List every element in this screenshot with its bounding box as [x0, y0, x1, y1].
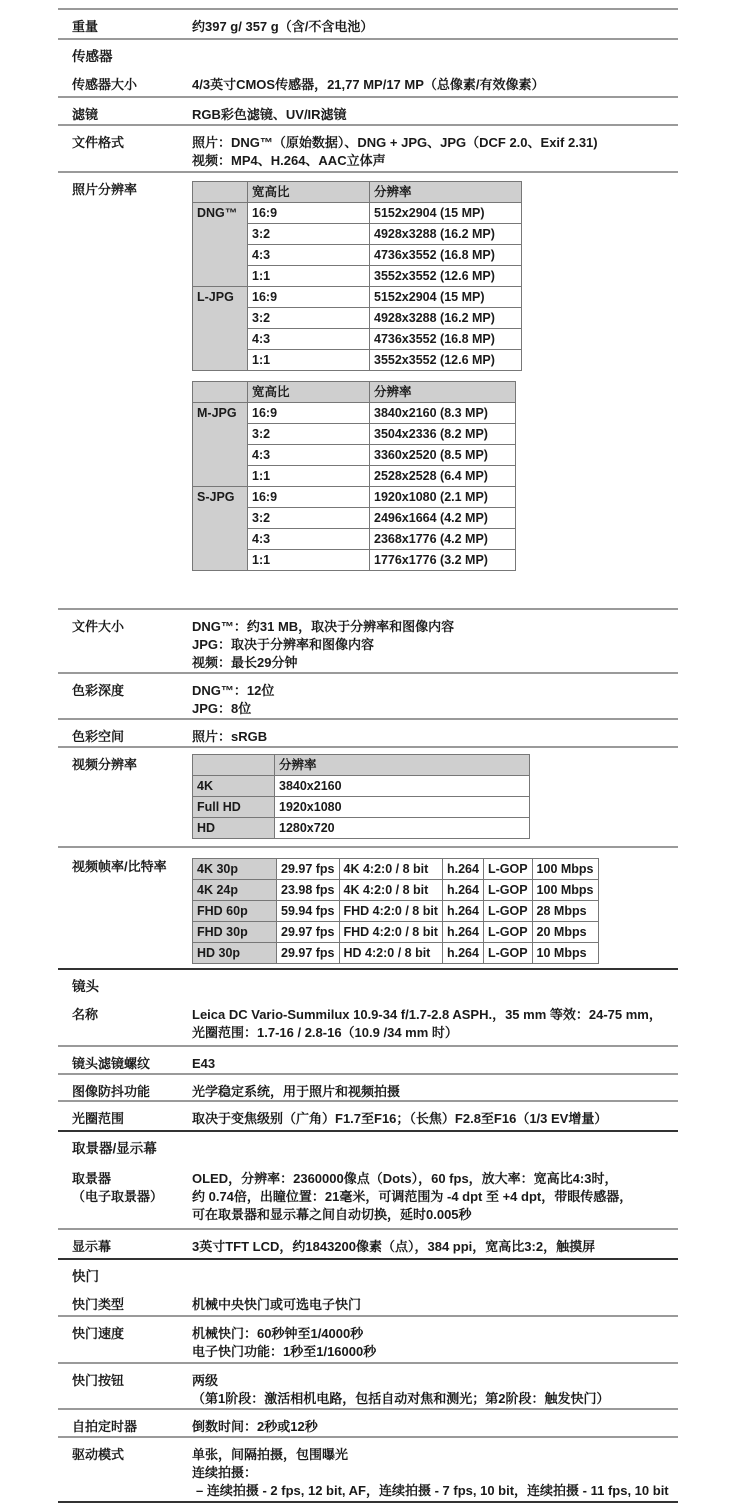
table-cell: 3552x3552 (12.6 MP): [370, 350, 522, 371]
spec-row-sensor-size: [58, 68, 678, 96]
spec-row-video-framerate: [58, 846, 678, 968]
spec-value: [192, 682, 678, 718]
table-row: [193, 818, 530, 839]
value-line: OLED，分辨率：2360000像点（Dots），60 fps，放大率：宽高比4:3时，: [192, 1171, 618, 1186]
table-cell: L-GOP: [483, 901, 532, 922]
table-row: [193, 287, 522, 308]
spec-value: 机械中央快门或可选电子快门: [192, 1297, 362, 1312]
section-heading-sensor: [58, 38, 678, 68]
photo-resolution-table-1: [192, 181, 678, 371]
table-cell: L-GOP: [483, 922, 532, 943]
table-cell: 4:3: [248, 329, 370, 350]
spec-label: 显示幕: [72, 1239, 112, 1254]
table-cell: 4:3: [248, 245, 370, 266]
table-cell: 4:3: [248, 529, 370, 550]
table-cell: 1:1: [248, 466, 370, 487]
table-cell: 16:9: [248, 487, 370, 508]
table-cell: HD: [193, 818, 275, 839]
spec-row-lens-name: [58, 998, 678, 1045]
spec-value: [192, 1325, 678, 1362]
spec-label: 快门类型: [72, 1297, 125, 1312]
table-cell: L-JPG: [193, 287, 248, 371]
table-cell: 4736x3552 (16.8 MP): [370, 245, 522, 266]
spec-row-file-size: [58, 608, 678, 672]
table-cell: S-JPG: [193, 487, 248, 571]
spec-value: 倒数时间：2秒或12秒: [192, 1419, 318, 1434]
table-cell: HD 30p: [193, 943, 277, 964]
value-line: 可在取景器和显示幕之间自动切换，延时0.005秒: [192, 1207, 472, 1222]
table-row: [193, 943, 599, 964]
value-line: 单张，间隔拍摄，包围曝光: [192, 1447, 349, 1462]
spec-row-shutter-button: [58, 1362, 678, 1408]
value-line: 两级: [192, 1373, 219, 1388]
table-cell: 分辨率: [275, 755, 530, 776]
section-title: 镜头: [72, 979, 99, 994]
table-row: [193, 203, 522, 224]
spec-row-color-space: [58, 718, 678, 746]
value-line: 机械快门：60秒钟至1/4000秒: [192, 1326, 364, 1341]
table-cell: 1:1: [248, 350, 370, 371]
value-line: – 连续拍摄 - 2 fps, 12 bit, AF，连续拍摄 - 7 fps, 10 bit，连续拍摄 - 11 fps, 10 bit: [196, 1483, 669, 1498]
spec-value: [192, 1006, 678, 1045]
table-cell: 分辨率: [370, 382, 516, 403]
table-row: [193, 776, 530, 797]
value-line: 电子快门功能：1秒至1/16000秒: [192, 1344, 377, 1359]
table-cell: 16:9: [248, 287, 370, 308]
spec-value: [192, 1372, 678, 1408]
table-cell: 4K 4:2:0 / 8 bit: [339, 859, 442, 880]
spec-label: 视频帧率/比特率: [72, 859, 167, 874]
spec-value: 3英寸TFT LCD，约1843200像素（点），384 ppi，宽高比3:2，触摸屏: [192, 1239, 596, 1254]
value-line: JPG：取决于分辨率和图像内容: [192, 637, 375, 652]
spec-label: 驱动模式: [72, 1447, 125, 1462]
table-cell: Full HD: [193, 797, 275, 818]
table-cell: 3:2: [248, 424, 370, 445]
section-title: 传感器: [72, 49, 113, 64]
table-cell: 3504x2336 (8.2 MP): [370, 424, 516, 445]
spec-value: [192, 1170, 678, 1228]
table-cell: FHD 60p: [193, 901, 277, 922]
table-cell: 4K 4:2:0 / 8 bit: [339, 880, 442, 901]
value-line: 连续拍摄：: [192, 1465, 258, 1480]
table-cell: 100 Mbps: [532, 859, 598, 880]
table-cell: 10 Mbps: [532, 943, 598, 964]
spec-row-filter-thread: [58, 1045, 678, 1073]
table-cell: 100 Mbps: [532, 880, 598, 901]
table-cell: 16:9: [248, 403, 370, 424]
table-cell: h.264: [442, 901, 483, 922]
table-cell: 1:1: [248, 266, 370, 287]
value-line: DNG™：12位: [192, 683, 275, 698]
spec-label: 图像防抖功能: [72, 1084, 151, 1099]
table-cell: h.264: [442, 922, 483, 943]
table-cell: 3360x2520 (8.5 MP): [370, 445, 516, 466]
spec-label: 名称: [72, 1007, 99, 1022]
value-line: 约 0.74倍，出瞳位置：21毫米，可调范围为 -4 dpt 至 +4 dpt，带眼传感器，: [192, 1189, 633, 1204]
table-cell: 3:2: [248, 308, 370, 329]
table-row: [193, 182, 522, 203]
section-title: 快门: [72, 1269, 99, 1284]
value-line: Leica DC Vario-Summilux 10.9-34 f/1.7-2.8 ASPH.，35 mm 等效：24-75 mm，: [192, 1007, 662, 1022]
spec-row-aperture: [58, 1100, 678, 1130]
spec-label: 传感器大小: [72, 77, 138, 92]
spec-row-photo-resolution: [58, 171, 678, 608]
table-cell: 3:2: [248, 224, 370, 245]
spec-row-display: [58, 1228, 678, 1258]
spec-row-evf: [58, 1160, 678, 1228]
spec-label: 快门速度: [72, 1326, 125, 1341]
table-row: [193, 382, 516, 403]
table-cell: 分辨率: [370, 182, 522, 203]
table-row: [193, 901, 599, 922]
table-cell: 29.97 fps: [277, 859, 340, 880]
spec-value: 约397 g/ 357 g（含/不含电池）: [192, 19, 374, 34]
spec-label: [58, 1170, 192, 1228]
spec-value: [192, 181, 678, 608]
table-cell: DNG™: [193, 203, 248, 287]
spec-label: 照片分辨率: [72, 182, 138, 197]
table-cell: L-GOP: [483, 859, 532, 880]
spec-label: 滤镜: [72, 107, 99, 122]
spec-row-shutter-speed: [58, 1315, 678, 1362]
table-cell: 2368x1776 (4.2 MP): [370, 529, 516, 550]
table-cell: 23.98 fps: [277, 880, 340, 901]
spec-value: E43: [192, 1056, 216, 1071]
spec-row-shutter-type: [58, 1288, 678, 1315]
video-resolution-table: [192, 756, 678, 846]
spec-row-drive-mode: [58, 1436, 678, 1503]
spec-label: 文件大小: [72, 619, 125, 634]
spec-label: 重量: [72, 19, 99, 34]
table-cell: FHD 4:2:0 / 8 bit: [339, 922, 442, 943]
table-cell: 4736x3552 (16.8 MP): [370, 329, 522, 350]
table-cell: 16:9: [248, 203, 370, 224]
table-cell: FHD 30p: [193, 922, 277, 943]
table-cell: 1776x1776 (3.2 MP): [370, 550, 516, 571]
table-cell: 4K 24p: [193, 880, 277, 901]
spec-row-file-format: [58, 124, 678, 171]
table-cell: h.264: [442, 943, 483, 964]
label-line: （电子取景器）: [72, 1189, 164, 1204]
table-cell: 1:1: [248, 550, 370, 571]
section-heading-viewfinder: [58, 1130, 678, 1160]
table-row: [193, 487, 516, 508]
table-cell: 1920x1080: [275, 797, 530, 818]
table-cell: 3:2: [248, 508, 370, 529]
table-cell: L-GOP: [483, 943, 532, 964]
table-cell: 3552x3552 (12.6 MP): [370, 266, 522, 287]
spec-value: RGB彩色滤镜、UV/IR滤镜: [192, 107, 347, 122]
table-cell: 4K 30p: [193, 859, 277, 880]
label-line: 取景器: [72, 1171, 112, 1186]
table-row: [193, 797, 530, 818]
table-cell: L-GOP: [483, 880, 532, 901]
table-cell: 28 Mbps: [532, 901, 598, 922]
spec-label: 色彩深度: [72, 683, 125, 698]
spec-row-weight: [58, 8, 678, 38]
spec-row-color-depth: [58, 672, 678, 718]
table-row: [193, 403, 516, 424]
spec-label: 光圈范围: [72, 1111, 125, 1126]
spec-row-self-timer: [58, 1408, 678, 1436]
table-cell: 1920x1080 (2.1 MP): [370, 487, 516, 508]
table-row: [193, 880, 599, 901]
table-cell: 4:3: [248, 445, 370, 466]
table-cell: 29.97 fps: [277, 922, 340, 943]
table-cell: 3840x2160 (8.3 MP): [370, 403, 516, 424]
table-cell: [193, 382, 248, 403]
photo-resolution-table-2: [192, 381, 678, 571]
spec-label: 色彩空间: [72, 729, 125, 744]
table-cell: M-JPG: [193, 403, 248, 487]
table-cell: FHD 4:2:0 / 8 bit: [339, 901, 442, 922]
value-line: JPG：8位: [192, 701, 252, 716]
value-line: DNG™：约31 MB，取决于分辨率和图像内容: [192, 619, 455, 634]
table-cell: HD 4:2:0 / 8 bit: [339, 943, 442, 964]
spec-value: [192, 134, 678, 171]
section-heading-shutter: [58, 1258, 678, 1288]
spec-label: 快门按钮: [72, 1373, 125, 1388]
spec-row-filter: [58, 96, 678, 124]
value-line: 视频：最长29分钟: [192, 655, 298, 670]
table-cell: [193, 182, 248, 203]
table-row: [193, 859, 599, 880]
table-cell: 20 Mbps: [532, 922, 598, 943]
spec-label: 自拍定时器: [72, 1419, 138, 1434]
table-cell: 5152x2904 (15 MP): [370, 287, 522, 308]
value-line: 视频：MP4、H.264、AAC立体声: [192, 153, 386, 168]
table-cell: 5152x2904 (15 MP): [370, 203, 522, 224]
spec-row-video-resolution: [58, 746, 678, 846]
spec-value: 照片：sRGB: [192, 729, 268, 744]
value-line: （第1阶段：激活相机电路，包括自动对焦和测光；第2阶段：触发快门）: [192, 1391, 610, 1406]
table-cell: [193, 755, 275, 776]
table-cell: 4928x3288 (16.2 MP): [370, 308, 522, 329]
table-cell: 2528x2528 (6.4 MP): [370, 466, 516, 487]
spec-value: 4/3英寸CMOS传感器，21,77 MP/17 MP（总像素/有效像素）: [192, 77, 545, 92]
spec-value: 取决于变焦级别（广角）F1.7至F16；（长焦）F2.8至F16（1/3 EV增量）: [192, 1111, 608, 1126]
section-heading-lens: [58, 968, 678, 998]
table-cell: 29.97 fps: [277, 943, 340, 964]
value-line: 照片：DNG™（原始数据）、DNG + JPG、JPG（DCF 2.0、Exif 2.31): [192, 135, 598, 150]
spec-value: [192, 618, 678, 672]
spec-row-stabilization: [58, 1073, 678, 1100]
table-cell: 3840x2160: [275, 776, 530, 797]
spec-sheet: [58, 8, 678, 1503]
spec-label: 镜头滤镜螺纹: [72, 1056, 151, 1071]
table-cell: 59.94 fps: [277, 901, 340, 922]
table-cell: 4K: [193, 776, 275, 797]
video-framerate-table: [192, 858, 678, 968]
spec-label: 文件格式: [72, 135, 125, 150]
spec-value: [192, 1446, 678, 1501]
table-cell: 1280x720: [275, 818, 530, 839]
table-cell: 4928x3288 (16.2 MP): [370, 224, 522, 245]
spec-label: 视频分辨率: [72, 757, 138, 772]
table-cell: 宽高比: [248, 182, 370, 203]
table-cell: h.264: [442, 880, 483, 901]
table-cell: 2496x1664 (4.2 MP): [370, 508, 516, 529]
spec-value: 光学稳定系统，用于照片和视频拍摄: [192, 1084, 401, 1099]
table-row: [193, 755, 530, 776]
table-cell: 宽高比: [248, 382, 370, 403]
section-title: 取景器/显示幕: [72, 1141, 157, 1156]
table-cell: h.264: [442, 859, 483, 880]
table-row: [193, 922, 599, 943]
value-line: 光圈范围：1.7-16 / 2.8-16（10.9 /34 mm 时）: [192, 1025, 458, 1040]
